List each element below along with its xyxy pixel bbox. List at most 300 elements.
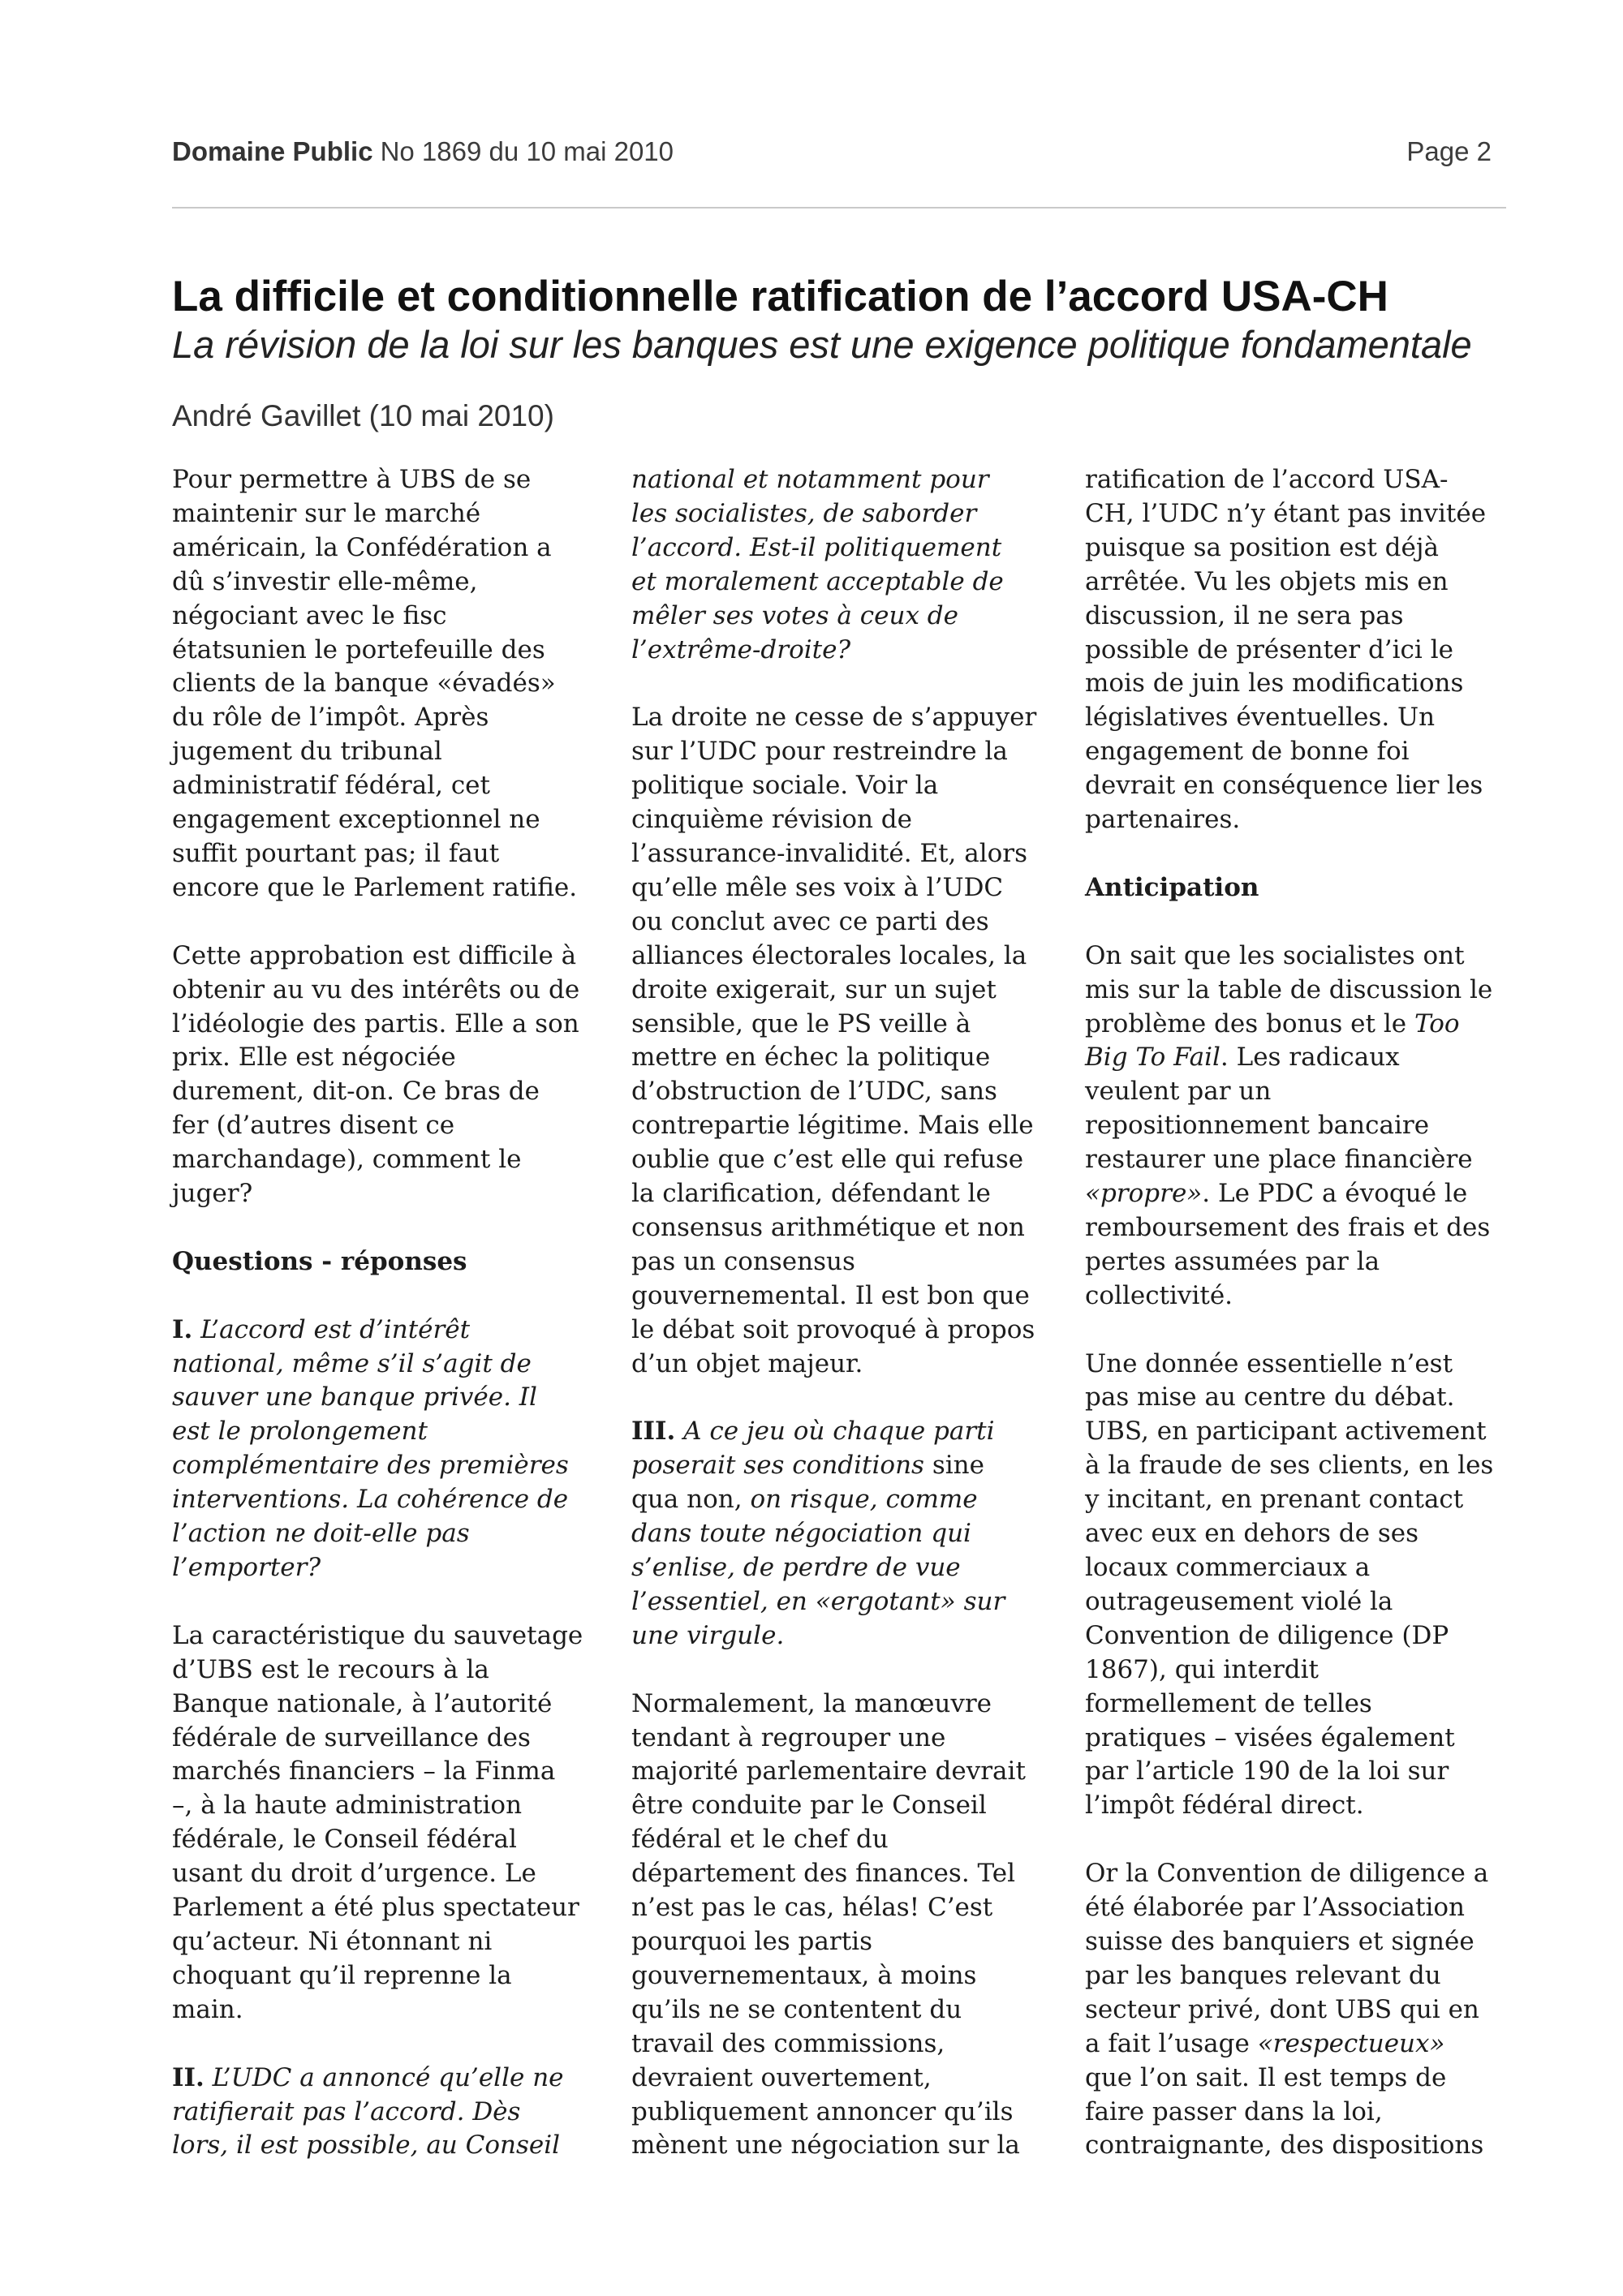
text-run: marchandage), comment le <box>172 1145 522 1175</box>
text-run: ou conclut avec ce parti des <box>631 906 989 936</box>
italic-text: l’emporter? <box>172 1553 321 1582</box>
text-run: repositionnement bancaire <box>1085 1111 1430 1141</box>
italic-text: L’UDC a annoncé qu’elle ne <box>204 2062 564 2092</box>
bold-text: III. <box>631 1417 676 1447</box>
text-line <box>172 1008 610 1042</box>
text-run: problème des bonus et le <box>1085 1008 1414 1038</box>
text-line <box>172 667 610 701</box>
text-line <box>631 463 1070 497</box>
italic-text: mêler ses votes à ceux de <box>631 600 958 630</box>
text-run: obtenir au vu des intérêts ou de <box>172 974 580 1004</box>
text-line <box>172 1789 610 1823</box>
text-run: UBS, en participant activement <box>1085 1417 1487 1447</box>
text-line <box>172 1348 610 1382</box>
text-line <box>172 1314 610 1348</box>
paragraph <box>631 1688 1070 2164</box>
italic-text: complémentaire des premières <box>172 1451 569 1481</box>
text-run: oublie que c’est elle qui refuse <box>631 1145 1024 1175</box>
text-run: l’impôt fédéral direct. <box>1085 1791 1364 1821</box>
text-line <box>172 1688 610 1722</box>
text-run: choquant qu’il reprenne la <box>172 1960 512 1990</box>
text-line <box>172 735 610 769</box>
text-line <box>631 1789 1070 1823</box>
text-line <box>172 1619 610 1653</box>
text-run: publiquement annoncer qu’ils <box>631 2096 1014 2126</box>
text-line <box>172 531 610 565</box>
text-line <box>172 1177 610 1211</box>
text-line <box>631 1008 1070 1042</box>
text-line <box>172 634 610 668</box>
text-line <box>631 1688 1070 1722</box>
text-line <box>631 871 1070 905</box>
article-byline: André Gavillet (10 mai 2010) <box>172 399 554 432</box>
paragraph <box>1085 1348 1523 1824</box>
text-line <box>1085 1517 1523 1551</box>
text-run: dû s’investir elle-même, <box>172 566 478 596</box>
text-line <box>172 1109 610 1143</box>
text-run: qu’elle mêle ses voix à l’UDC <box>631 872 1004 902</box>
text-run: gouvernementaux, à moins <box>631 1960 977 1990</box>
text-line <box>1085 735 1523 769</box>
bold-text: Questions - réponses <box>172 1246 467 1276</box>
text-line <box>631 1075 1070 1109</box>
text-line <box>631 769 1070 803</box>
text-run: secteur privé, dont UBS qui en <box>1085 1994 1479 2024</box>
text-line <box>1085 497 1523 531</box>
paragraph <box>631 463 1070 667</box>
text-line <box>631 1619 1070 1653</box>
text-line <box>1085 1075 1523 1109</box>
text-line <box>1085 1483 1523 1517</box>
paragraph <box>172 1619 610 2027</box>
text-line <box>631 1993 1070 2027</box>
text-run: Une donnée essentielle n’est <box>1085 1348 1453 1378</box>
text-line <box>1085 1925 1523 1959</box>
text-run: alliances électorales locales, la <box>631 940 1027 970</box>
text-run: faire passer dans la loi, <box>1085 2096 1383 2126</box>
text-run: été élaborée par l’Association <box>1085 1893 1466 1923</box>
text-line <box>1085 1381 1523 1415</box>
text-line <box>172 2062 610 2096</box>
text-line <box>172 1891 610 1925</box>
paragraph <box>631 701 1070 1381</box>
paragraph <box>631 1415 1070 1653</box>
italic-text: l’extrême-droite? <box>631 634 851 664</box>
text-line <box>1085 531 1523 565</box>
text-line <box>1085 1722 1523 1756</box>
text-line <box>172 1381 610 1415</box>
text-line <box>172 769 610 803</box>
text-line <box>1085 1653 1523 1688</box>
text-run: américain, la Confédération a <box>172 532 552 562</box>
text-run: cinquième révision de <box>631 805 912 835</box>
text-line <box>631 1517 1070 1551</box>
text-run: département des finances. Tel <box>631 1859 1016 1889</box>
text-line <box>1085 1109 1523 1143</box>
text-run: On sait que les socialistes ont <box>1085 940 1465 970</box>
paragraph <box>172 2062 610 2164</box>
text-line <box>631 803 1070 837</box>
text-line <box>1085 803 1523 837</box>
text-line <box>1085 1993 1523 2027</box>
text-line <box>1085 1891 1523 1925</box>
text-line <box>1085 1279 1523 1314</box>
text-run: remboursement des frais et des <box>1085 1212 1491 1242</box>
text-run: pas un consensus <box>631 1246 855 1276</box>
text-run: qu’acteur. Ni étonnant ni <box>172 1926 493 1956</box>
text-line <box>631 974 1070 1008</box>
text-line <box>172 1517 610 1551</box>
text-run: encore que le Parlement ratifie. <box>172 872 578 902</box>
text-run: législatives éventuelles. Un <box>1085 703 1436 733</box>
text-run: pourquoi les partis <box>631 1926 872 1956</box>
text-run: travail des commissions, <box>631 2028 945 2058</box>
text-line <box>172 701 610 735</box>
text-column <box>172 463 610 2163</box>
text-run: étatsunien le portefeuille des <box>172 634 545 664</box>
text-run: tendant à regrouper une <box>631 1722 946 1752</box>
text-run: sensible, que le PS veille à <box>631 1008 971 1038</box>
text-line <box>172 1143 610 1177</box>
text-line <box>172 1959 610 1993</box>
italic-text: «propre» <box>1085 1179 1203 1209</box>
text-run: durement, dit-on. Ce bras de <box>172 1077 540 1107</box>
text-line <box>631 1755 1070 1789</box>
text-line <box>172 565 610 600</box>
text-line <box>631 1177 1070 1211</box>
text-run: l’assurance-invalidité. Et, alors <box>631 838 1028 868</box>
text-run: sur l’UDC pour restreindre la <box>631 737 1008 767</box>
text-line <box>1085 1415 1523 1449</box>
text-run: par l’article 190 de la loi sur <box>1085 1756 1449 1786</box>
text-line <box>172 1415 610 1449</box>
italic-text: A ce jeu où chaque parti <box>675 1417 995 1447</box>
text-run: d’UBS est le recours à la <box>172 1654 489 1684</box>
text-line <box>172 1551 610 1585</box>
text-run: mis sur la table de discussion le <box>1085 974 1493 1004</box>
text-run: 1867), qui interdit <box>1085 1654 1319 1684</box>
text-run: que l’on sait. Il est temps de <box>1085 2062 1447 2092</box>
italic-text: dans toute négociation qui <box>631 1519 971 1549</box>
text-run: partenaires. <box>1085 805 1241 835</box>
text-run: restaurer une place financière <box>1085 1145 1473 1175</box>
italic-text: national et notamment pour <box>631 465 989 494</box>
text-line <box>1085 634 1523 668</box>
text-run: fédéral et le chef du <box>631 1825 889 1855</box>
text-line <box>1085 1449 1523 1483</box>
text-line <box>1085 463 1523 497</box>
text-run: juger? <box>172 1179 253 1209</box>
text-line <box>1085 939 1523 974</box>
text-line <box>631 2062 1070 2096</box>
text-line <box>1085 974 1523 1008</box>
text-run: Banque nationale, à l’autorité <box>172 1688 553 1718</box>
section-heading <box>172 1245 610 1279</box>
text-column <box>1085 463 1523 2163</box>
text-line <box>172 871 610 905</box>
text-line <box>1085 2027 1523 2062</box>
text-run: fédérale de surveillance des <box>172 1722 531 1752</box>
text-run: contrepartie légitime. Mais elle <box>631 1111 1034 1141</box>
text-line <box>631 1314 1070 1348</box>
text-line <box>631 1483 1070 1517</box>
text-run: Convention de diligence (DP <box>1085 1620 1449 1650</box>
text-line <box>631 497 1070 531</box>
text-run: devrait en conséquence lier les <box>1085 771 1483 801</box>
text-run: le débat soit provoqué à propos <box>631 1314 1035 1344</box>
text-run: avec eux en dehors de ses <box>1085 1519 1419 1549</box>
text-run: a fait l’usage <box>1085 2028 1258 2058</box>
text-run: clients de la banque «évadés» <box>172 669 556 699</box>
italic-text: national, même s’il s’agit de <box>172 1348 532 1378</box>
text-line <box>1085 565 1523 600</box>
text-line <box>631 2096 1070 2130</box>
text-line <box>172 2129 610 2163</box>
text-line <box>1085 2129 1523 2163</box>
italic-text: les socialistes, de saborder <box>631 498 977 528</box>
text-run: pertes assumées par la <box>1085 1246 1380 1276</box>
text-run: locaux commerciaux a <box>1085 1553 1371 1582</box>
italic-text: une virgule. <box>631 1620 785 1650</box>
article-subtitle: La révision de la loi sur les banques est une exigence politique fondamentale <box>172 323 1472 366</box>
paragraph <box>172 463 610 905</box>
text-line <box>172 1993 610 2027</box>
italic-text: l’essentiel, en «ergotant» sur <box>631 1586 1005 1616</box>
text-line <box>1085 1619 1523 1653</box>
text-line <box>172 974 610 1008</box>
text-line <box>172 497 610 531</box>
paragraph <box>1085 463 1523 837</box>
text-run: ratification de l’accord USA- <box>1085 465 1449 494</box>
text-run: à la fraude de ses clients, en les <box>1085 1451 1494 1481</box>
text-run: contraignante, des dispositions <box>1085 2130 1484 2161</box>
text-line <box>631 837 1070 871</box>
text-line <box>1085 1755 1523 1789</box>
bold-text: I. <box>172 1314 193 1344</box>
text-run: fédérale, le Conseil fédéral <box>172 1825 517 1855</box>
text-run: arrêtée. Vu les objets mis en <box>1085 566 1449 596</box>
text-line <box>172 600 610 634</box>
text-run: par les banques relevant du <box>1085 1960 1441 1990</box>
text-line <box>172 1653 610 1688</box>
text-run: Cette approbation est difficile à <box>172 940 577 970</box>
text-line <box>631 1245 1070 1279</box>
text-line <box>631 939 1070 974</box>
text-line <box>172 1823 610 1857</box>
article-title: La difficile et conditionnelle ratification de l’accord USA-CH <box>172 273 1388 320</box>
italic-text: Too <box>1414 1008 1460 1038</box>
text-run: Normalement, la manœuvre <box>631 1688 992 1718</box>
page-header <box>172 135 1506 168</box>
italic-text: poserait ses conditions <box>631 1451 924 1481</box>
italic-text: Big To Fail <box>1085 1043 1220 1073</box>
text-line <box>631 1415 1070 1449</box>
text-line <box>1085 1177 1523 1211</box>
text-run: mois de juin les modifications <box>1085 669 1464 699</box>
text-line <box>631 1823 1070 1857</box>
text-line <box>1085 667 1523 701</box>
text-line <box>631 600 1070 634</box>
text-run: devraient ouvertement, <box>631 2062 932 2092</box>
text-line <box>172 939 610 974</box>
text-run: y incitant, en prenant contact <box>1085 1485 1464 1515</box>
text-run: pas mise au centre du débat. <box>1085 1382 1455 1412</box>
text-run: mènent une négociation sur la <box>631 2130 1020 2161</box>
text-line <box>1085 871 1523 905</box>
section-heading <box>1085 871 1523 905</box>
text-run: suffit pourtant pas; il faut <box>172 838 500 868</box>
text-run: l’idéologie des partis. Elle a son <box>172 1008 579 1038</box>
text-run: –, à la haute administration <box>172 1791 523 1821</box>
text-line <box>1085 1585 1523 1619</box>
text-run: gouvernemental. Il est bon que <box>631 1280 1030 1310</box>
text-column <box>631 463 1070 2163</box>
text-run: jugement du tribunal <box>172 737 442 767</box>
text-run: outrageusement violé la <box>1085 1586 1393 1616</box>
text-run: veulent par un <box>1085 1077 1272 1107</box>
italic-text: on risque, comme <box>750 1485 978 1515</box>
text-run: majorité parlementaire devrait <box>631 1756 1026 1786</box>
text-line <box>631 735 1070 769</box>
text-run: d’obstruction de l’UDC, sans <box>631 1077 997 1107</box>
text-line <box>172 1041 610 1075</box>
text-line <box>631 531 1070 565</box>
text-run: qua non, <box>631 1485 751 1515</box>
bold-text: Anticipation <box>1085 872 1259 902</box>
text-run: administratif fédéral, cet <box>172 771 490 801</box>
text-run: CH, l’UDC n’y étant pas invitée <box>1085 498 1487 528</box>
italic-text: et moralement acceptable de <box>631 566 1004 596</box>
text-run: la clarification, défendant le <box>631 1179 991 1209</box>
page-number: Page 2 <box>1406 136 1492 166</box>
text-line <box>1085 1245 1523 1279</box>
text-run: être conduite par le Conseil <box>631 1791 987 1821</box>
text-run: d’un objet majeur. <box>631 1348 863 1378</box>
header-rule <box>172 207 1506 209</box>
text-line <box>1085 2062 1523 2096</box>
paragraph <box>172 1314 610 1585</box>
italic-text: l’accord. Est-il politiquement <box>631 532 1002 562</box>
text-line <box>631 1857 1070 1891</box>
text-line <box>631 1925 1070 1959</box>
text-run: qu’ils ne se contentent du <box>631 1994 962 2024</box>
text-run: du rôle de l’impôt. Après <box>172 703 489 733</box>
text-line <box>631 1585 1070 1619</box>
text-line <box>172 1075 610 1109</box>
text-run: droite exigerait, sur un sujet <box>631 974 997 1004</box>
text-line <box>172 463 610 497</box>
text-run: négociant avec le fisc <box>172 600 447 630</box>
text-run: n’est pas le cas, hélas! C’est <box>631 1893 993 1923</box>
text-line <box>1085 1008 1523 1042</box>
text-line <box>1085 1211 1523 1245</box>
text-line <box>631 1722 1070 1756</box>
text-line <box>631 1348 1070 1382</box>
text-line <box>631 1551 1070 1585</box>
bold-text: II. <box>172 2062 204 2092</box>
text-run: puisque sa position est déjà <box>1085 532 1439 562</box>
text-run: consensus arithmétique et non <box>631 1212 1025 1242</box>
publication-name: Domaine Public <box>172 136 373 166</box>
text-line <box>1085 1348 1523 1382</box>
text-run: Pour permettre à UBS de se <box>172 465 532 494</box>
paragraph <box>1085 1857 1523 2163</box>
text-line <box>631 1143 1070 1177</box>
text-line <box>631 634 1070 668</box>
text-line <box>631 701 1070 735</box>
text-line <box>631 1891 1070 1925</box>
text-line <box>1085 1959 1523 1993</box>
text-line <box>631 1211 1070 1245</box>
text-run: sine <box>923 1451 984 1481</box>
text-run: main. <box>172 1994 243 2024</box>
text-line <box>172 2096 610 2130</box>
text-line <box>1085 1789 1523 1823</box>
text-line <box>631 1279 1070 1314</box>
text-run: La caractéristique du sauvetage <box>172 1620 583 1650</box>
text-line <box>1085 1688 1523 1722</box>
text-run: maintenir sur le marché <box>172 498 481 528</box>
text-line <box>1085 1857 1523 1891</box>
text-run: Parlement a été plus spectateur <box>172 1893 579 1923</box>
issue-info: No 1869 du 10 mai 2010 <box>380 136 674 166</box>
text-line <box>172 1483 610 1517</box>
text-line <box>1085 1041 1523 1075</box>
text-run: collectivité. <box>1085 1280 1233 1310</box>
text-line <box>631 1041 1070 1075</box>
text-line <box>172 1857 610 1891</box>
text-line <box>172 1925 610 1959</box>
italic-text: s’enlise, de perdre de vue <box>631 1553 961 1582</box>
text-run: pratiques – visées également <box>1085 1722 1455 1752</box>
text-line <box>172 1722 610 1756</box>
text-line <box>631 905 1070 939</box>
paragraph <box>1085 939 1523 1314</box>
text-run: politique sociale. Voir la <box>631 771 939 801</box>
text-run: usant du droit d’urgence. Le <box>172 1859 536 1889</box>
text-run: discussion, il ne sera pas <box>1085 600 1404 630</box>
text-run: . Les radicaux <box>1220 1043 1400 1073</box>
text-run: fer (d’autres disent ce <box>172 1111 455 1141</box>
italic-text: interventions. La cohérence de <box>172 1485 569 1515</box>
text-line <box>172 1449 610 1483</box>
text-run: engagement exceptionnel ne <box>172 805 540 835</box>
italic-text: «respectueux» <box>1257 2028 1445 2058</box>
text-line <box>631 1109 1070 1143</box>
text-line <box>631 565 1070 600</box>
text-run: marchés financiers – la Finma <box>172 1756 556 1786</box>
italic-text: lors, il est possible, au Conseil <box>172 2130 561 2161</box>
text-line <box>1085 701 1523 735</box>
text-run: . Le PDC a évoqué le <box>1202 1179 1468 1209</box>
italic-text: l’action ne doit-elle pas <box>172 1519 470 1549</box>
text-line <box>1085 2096 1523 2130</box>
text-run: possible de présenter d’ici le <box>1085 634 1453 664</box>
text-line <box>1085 1551 1523 1585</box>
text-run: suisse des banquiers et signée <box>1085 1926 1474 1956</box>
paragraph <box>172 939 610 1211</box>
text-line <box>172 837 610 871</box>
text-line <box>631 2129 1070 2163</box>
text-run: engagement de bonne foi <box>1085 737 1410 767</box>
text-line <box>172 1245 610 1279</box>
text-run: Or la Convention de diligence a <box>1085 1859 1489 1889</box>
text-line <box>172 803 610 837</box>
italic-text: L’accord est d’intérêt <box>192 1314 471 1344</box>
text-run: mettre en échec la politique <box>631 1043 991 1073</box>
text-run: prix. Elle est négociée <box>172 1043 456 1073</box>
text-line <box>631 1449 1070 1483</box>
